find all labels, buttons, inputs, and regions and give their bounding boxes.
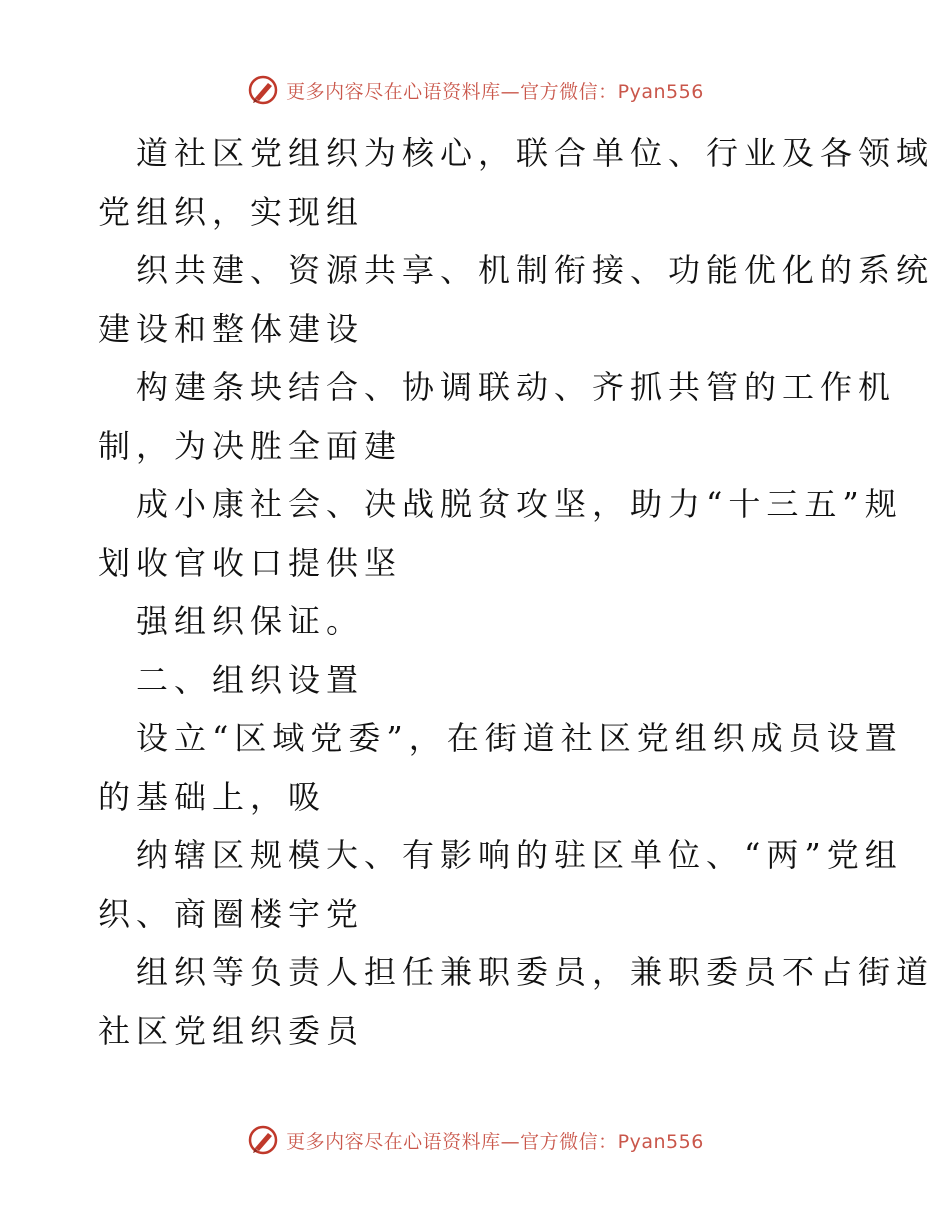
- text-line: 强组织保证。: [136, 602, 365, 640]
- text-line: 织、商圈楼宇党: [98, 894, 365, 933]
- text-line: 设立“区域党委”，在街道社区党组织成员设置: [136, 719, 903, 757]
- pen-logo-icon: [246, 1123, 280, 1157]
- watermark-text: 更多内容尽在心语资料库—官方微信：Pyan556: [286, 80, 704, 103]
- watermark-text: 更多内容尽在心语资料库—官方微信：Pyan556: [286, 1130, 704, 1153]
- text-line: 构建条块结合、协调联动、齐抓共管的工作机: [136, 368, 897, 406]
- document-body: [98, 124, 935, 1060]
- text-line: 建设和整体建设: [98, 309, 365, 348]
- text-line: 二、组织设置: [136, 660, 365, 699]
- watermark-banner-top: [0, 70, 950, 110]
- watermark-banner-bottom: [0, 1120, 950, 1160]
- text-line: 纳辖区规模大、有影响的驻区单位、“两”党组: [136, 836, 903, 874]
- text-line: 党组织，实现组: [98, 192, 365, 231]
- pen-logo-icon: [246, 73, 280, 107]
- text-line: 成小康社会、决战脱贫攻坚，助力“十三五”规: [136, 485, 903, 523]
- text-line: 组织等负责人担任兼职委员，兼职委员不占街道: [136, 953, 935, 991]
- text-line: 划收官收口提供坚: [98, 543, 403, 582]
- text-line: 制，为决胜全面建: [98, 426, 403, 465]
- text-line: 织共建、资源共享、机制衔接、功能优化的系统: [136, 251, 935, 289]
- text-line: 的基础上，吸: [98, 777, 327, 816]
- text-line: 社区党组织委员: [98, 1011, 365, 1050]
- text-line: 道社区党组织为核心，联合单位、行业及各领域: [136, 134, 935, 172]
